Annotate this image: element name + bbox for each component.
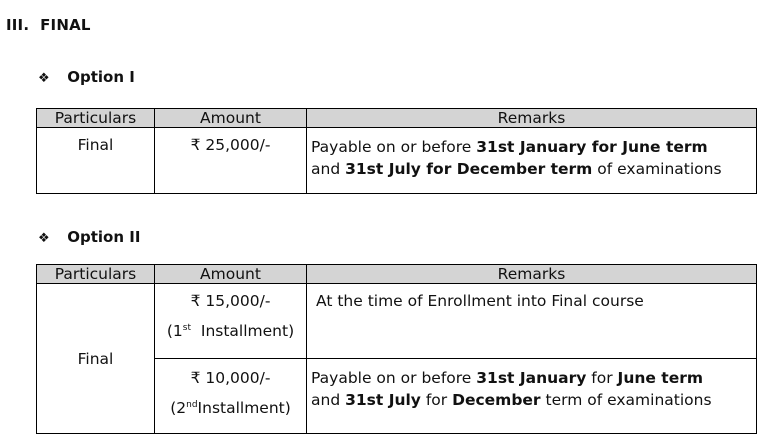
header-particulars: Particulars	[37, 109, 155, 128]
remarks-text: At the time of Enrollment into Final course	[316, 292, 644, 310]
option1-table	[36, 108, 757, 194]
remarks-bold-date: 31st January	[476, 369, 587, 387]
option1-heading	[38, 68, 135, 86]
option2-table	[36, 264, 757, 434]
remarks-text: of examinations	[592, 160, 722, 178]
table-row	[37, 284, 757, 359]
installment-ordinal: st	[182, 322, 192, 333]
amount-value: ₹ 25,000/-	[190, 136, 271, 154]
remarks-cell	[307, 284, 757, 359]
installment-label: (1st Installment)	[166, 322, 295, 340]
remarks-bold-term: June term	[617, 369, 704, 387]
installment-ordinal: nd	[186, 399, 198, 410]
remarks-text: and	[311, 391, 346, 409]
option1-title: Option I	[67, 68, 135, 86]
installment-text: Installment)	[197, 399, 291, 417]
header-amount: Amount	[155, 265, 307, 284]
installment-number: 1	[172, 322, 183, 340]
remarks-text: for	[586, 369, 618, 387]
option2-heading	[38, 228, 140, 246]
particulars-value: Final	[77, 349, 114, 368]
section-number: III.	[6, 16, 30, 34]
particulars-cell	[37, 128, 155, 194]
amount-cell	[155, 359, 307, 434]
remarks-bold-date: 31st July for December term	[345, 160, 593, 178]
option2-title: Option II	[67, 228, 141, 246]
remarks-text: for	[420, 391, 453, 409]
particulars-value: Final	[77, 136, 114, 154]
table-header-row	[37, 265, 757, 284]
amount-value: ₹ 10,000/-	[190, 369, 271, 387]
remarks-bold-date: 31st January for June term	[476, 138, 708, 156]
remarks-cell	[307, 128, 757, 194]
amount-cell	[155, 284, 307, 359]
remarks-text: term of examinations	[540, 391, 712, 409]
remarks-bold-date: 31st July	[345, 391, 421, 409]
particulars-cell	[37, 284, 155, 434]
installment-label: (2ndInstallment)	[170, 399, 291, 417]
section-heading	[6, 16, 91, 34]
amount-value: ₹ 15,000/-	[190, 292, 271, 310]
remarks-text: Payable on or before	[311, 369, 477, 387]
section-title: FINAL	[40, 16, 91, 34]
table-row	[37, 128, 757, 194]
header-remarks: Remarks	[307, 109, 757, 128]
installment-number: 2	[176, 399, 187, 417]
remarks-text: Payable on or before	[311, 138, 477, 156]
remarks-cell	[307, 359, 757, 434]
remarks-text: and	[311, 160, 346, 178]
amount-cell	[155, 128, 307, 194]
diamond-bullet-icon: ❖	[38, 231, 50, 246]
installment-text: Installment)	[200, 322, 295, 340]
header-remarks: Remarks	[307, 265, 757, 284]
remarks-bold-term: December	[452, 391, 541, 409]
table-header-row	[37, 109, 757, 128]
header-amount: Amount	[155, 109, 307, 128]
header-particulars: Particulars	[37, 265, 155, 284]
diamond-bullet-icon: ❖	[38, 71, 50, 86]
